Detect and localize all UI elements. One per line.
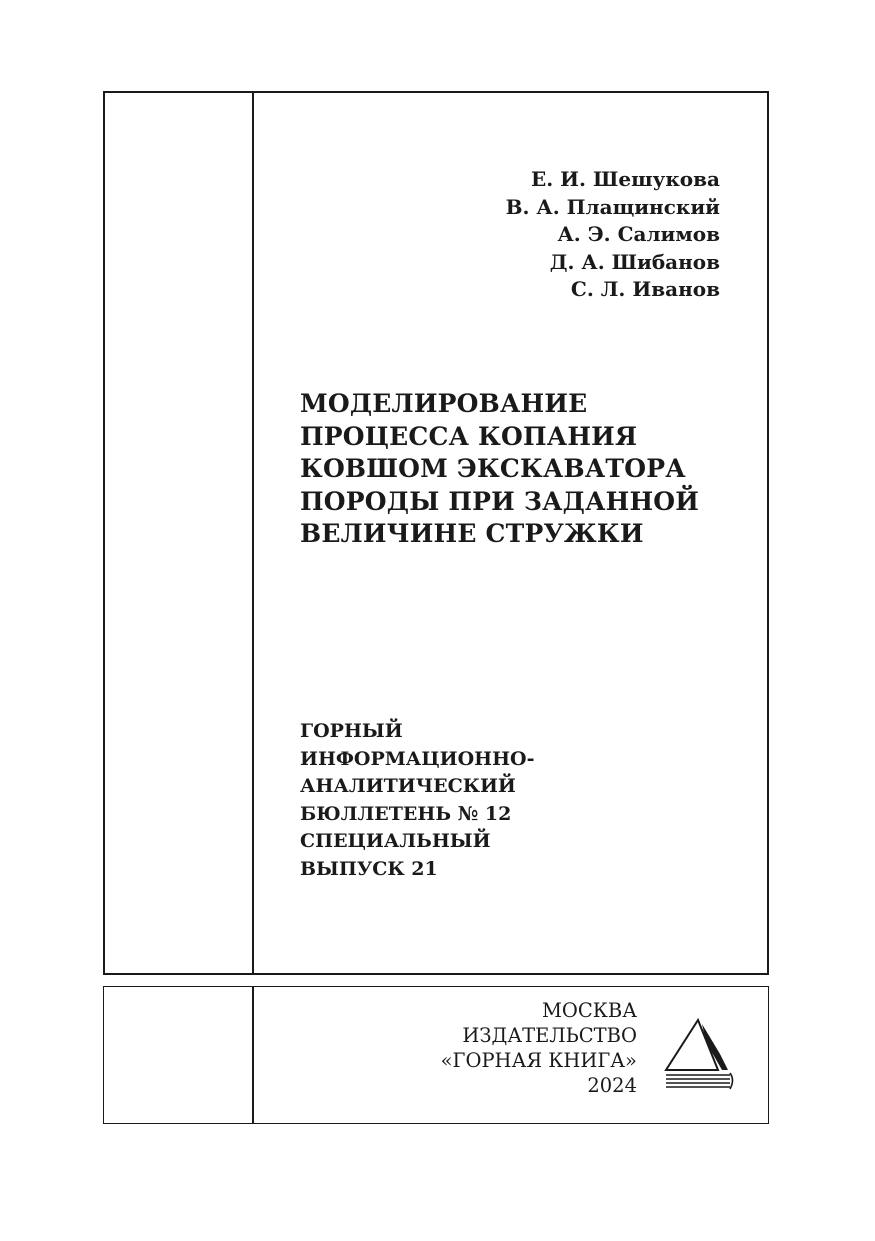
imprint-publisher: ИЗДАТЕЛЬСТВО <box>462 1024 637 1047</box>
book-title <box>300 388 740 551</box>
title-line: ПРОЦЕССА КОПАНИЯ <box>300 421 638 451</box>
series-line: АНАЛИТИЧЕСКИЙ <box>300 775 516 797</box>
series-line: ИНФОРМАЦИОННО- <box>300 747 535 770</box>
series-info <box>300 718 720 883</box>
left-margin-rule <box>252 91 254 975</box>
title-line: ПОРОДЫ ПРИ ЗАДАННОЙ <box>300 486 700 516</box>
author-name: С. Л. Иванов <box>570 277 720 301</box>
title-line: ВЕЛИЧИНЕ СТРУЖКИ <box>300 519 644 548</box>
imprint-publisher-name: «ГОРНАЯ КНИГА» <box>440 1049 637 1072</box>
authors-list <box>506 166 720 304</box>
title-line: МОДЕЛИРОВАНИЕ <box>300 389 588 418</box>
title-line: КОВШОМ ЭКСКАВАТОРА <box>300 454 686 483</box>
publisher-imprint <box>441 998 637 1098</box>
imprint-year: 2024 <box>587 1074 637 1097</box>
imprint-margin-rule <box>252 986 254 1124</box>
series-line: ВЫПУСК 21 <box>300 857 438 880</box>
author-name: А. Э. Салимов <box>557 222 720 246</box>
author-name: Д. А. Шибанов <box>549 249 720 274</box>
author-name: В. А. Плащинский <box>505 194 720 219</box>
series-line: БЮЛЛЕТЕНЬ № 12 <box>300 802 512 825</box>
author-name: Е. И. Шешукова <box>530 167 720 191</box>
series-line: ГОРНЫЙ <box>300 720 403 742</box>
imprint-city: МОСКВА <box>541 999 637 1022</box>
publisher-logo-icon <box>662 1018 736 1092</box>
series-line: СПЕЦИАЛЬНЫЙ <box>300 830 491 852</box>
